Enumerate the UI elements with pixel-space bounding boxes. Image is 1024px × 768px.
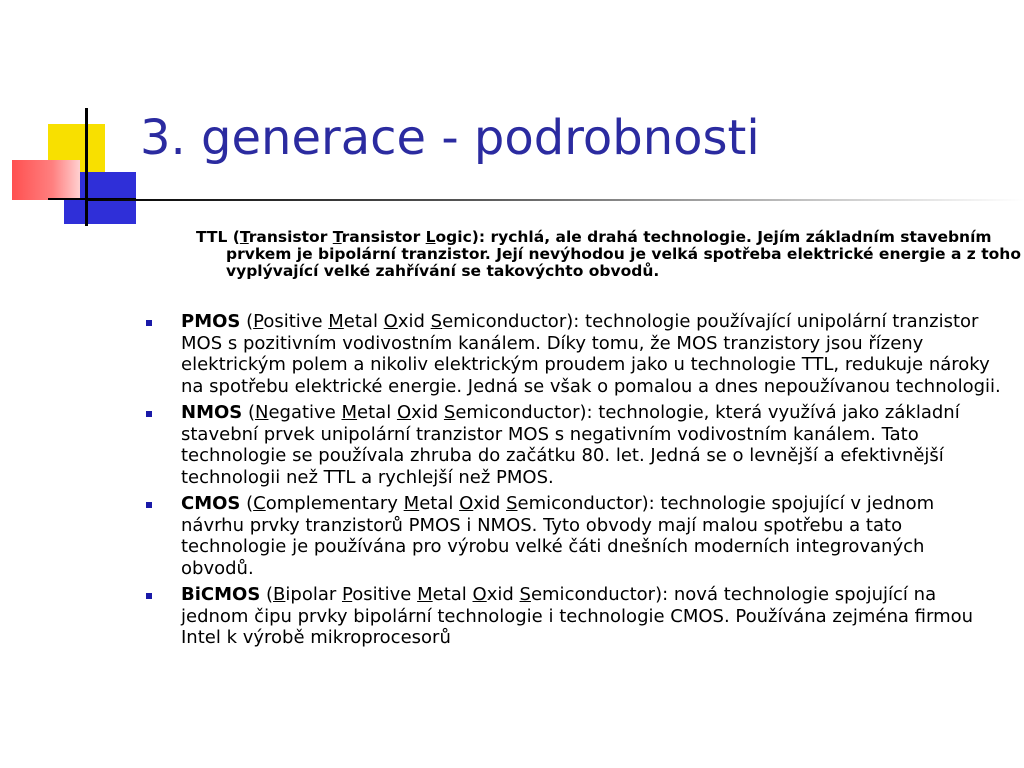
bullet-text-segment: O (459, 493, 474, 514)
square-bullet-icon (146, 320, 152, 326)
bullet-text-segment: M (341, 402, 358, 423)
intro-text-segment: ogic): rychlá, ale drahá technologie. Jejím základním stavebním prvkem je bipolární tranzistor. Její nevýhodou je velká spotřeba elektrické energie a z toho vyplývající velké zahřívání se takovýchto obvodů. (226, 228, 1021, 280)
slide-logo (0, 0, 140, 240)
bullet-text-segment: S (430, 311, 443, 332)
intro-paragraph (196, 229, 1024, 280)
bullet-text-segment: M (328, 311, 344, 332)
bullet-item-cmos (146, 493, 1002, 579)
bullet-text-segment: xid (411, 402, 444, 423)
bullet-text-segment: ositive (352, 584, 418, 605)
bullet-text-segment: egative (268, 402, 342, 423)
bullet-term: BiCMOS (181, 584, 261, 605)
bullet-text-segment: omplementary (265, 493, 404, 514)
bullet-term: CMOS (181, 493, 241, 514)
bullet-list (146, 311, 1002, 654)
bullet-text-segment: ( (240, 311, 254, 332)
bullet-item-bicmos (146, 584, 1002, 649)
square-bullet-icon (146, 502, 152, 508)
intro-text-segment: L (425, 228, 436, 246)
bullet-term: NMOS (181, 402, 243, 423)
bullet-text-segment: emiconductor): technologie spojující v jednom návrhu prvky tranzistorů PMOS i NMOS. Tyto obvody mají malou spotřebu a tato technologie je používána pro výrobu velké čáti dnešních moderních integrovaných obvodů. (181, 493, 935, 579)
bullet-text-segment: emiconductor): nová technologie spojující na jednom čipu prvky bipolární technologie i technologie CMOS. Používána zejména firmou Intel k výrobě mikroprocesorů (181, 584, 974, 648)
intro-text-segment: ransistor (341, 228, 426, 246)
bullet-text-segment: etal (343, 311, 384, 332)
bullet-text-segment: etal (419, 493, 460, 514)
bullet-text-segment: S (443, 402, 456, 423)
intro-text-segment: T (332, 228, 342, 246)
bullet-text-segment: P (341, 584, 353, 605)
bullet-text-segment: ositive (263, 311, 329, 332)
bullet-text-segment: ( (240, 493, 254, 514)
bullet-text-segment: O (383, 311, 398, 332)
bullet-text-segment: B (273, 584, 286, 605)
bullet-text-segment: etal (432, 584, 473, 605)
bullet-text-segment: xid (397, 311, 431, 332)
bullet-item-pmos (146, 311, 1002, 397)
bullet-text-segment: xid (486, 584, 520, 605)
bullet-text-segment: O (396, 402, 412, 423)
bullet-text-segment: M (417, 584, 433, 605)
title-divider (88, 199, 1024, 201)
bullet-text-segment: xid (473, 493, 507, 514)
bullet-text-segment: ( (260, 584, 274, 605)
bullet-text-segment: O (472, 584, 487, 605)
slide-title: 3. generace - podrobnosti (140, 110, 760, 166)
bullet-item-nmos (146, 402, 1002, 488)
intro-text-segment: T (239, 228, 249, 246)
bullet-text-segment: S (519, 584, 531, 605)
bullet-text-segment: P (253, 311, 264, 332)
logo-red-square (12, 160, 80, 200)
bullet-text-segment: ipolar (285, 584, 342, 605)
bullet-term: PMOS (181, 311, 241, 332)
bullet-text-segment: emiconductor): technologie, která využívá jako základní stavební prvek unipolární tranzistor MOS s negativním vodivostním kanálem. Tato technologie se používala zhruba do začátku 80. let. Jedná se o levnější a efektivnější technologii než TTL a rychlejší než PMOS. (181, 402, 960, 488)
bullet-text-segment: M (403, 493, 420, 514)
square-bullet-icon (146, 593, 152, 599)
bullet-text-segment: S (506, 493, 518, 514)
square-bullet-icon (146, 411, 152, 417)
bullet-text-segment: etal (357, 402, 397, 423)
intro-text-segment: ransistor (248, 228, 333, 246)
bullet-text-segment: C (253, 493, 266, 514)
bullet-text-segment: N (255, 402, 269, 423)
bullet-text-segment: ( (242, 402, 255, 423)
logo-vertical-line (85, 108, 88, 226)
bullet-text-segment: emiconductor): technologie používající unipolární tranzistor MOS s pozitivním vodivostním kanálem. Díky tomu, že MOS tranzistory jsou řízeny elektrickým polem a nikoliv elektrickým proudem jako u technologie TTL, redukuje nároky na spotřebu elektrické energie. Jedná se však o pomalou a dnes nepoužívanou technologii. (181, 311, 1001, 397)
intro-text-segment: TTL ( (196, 228, 240, 246)
